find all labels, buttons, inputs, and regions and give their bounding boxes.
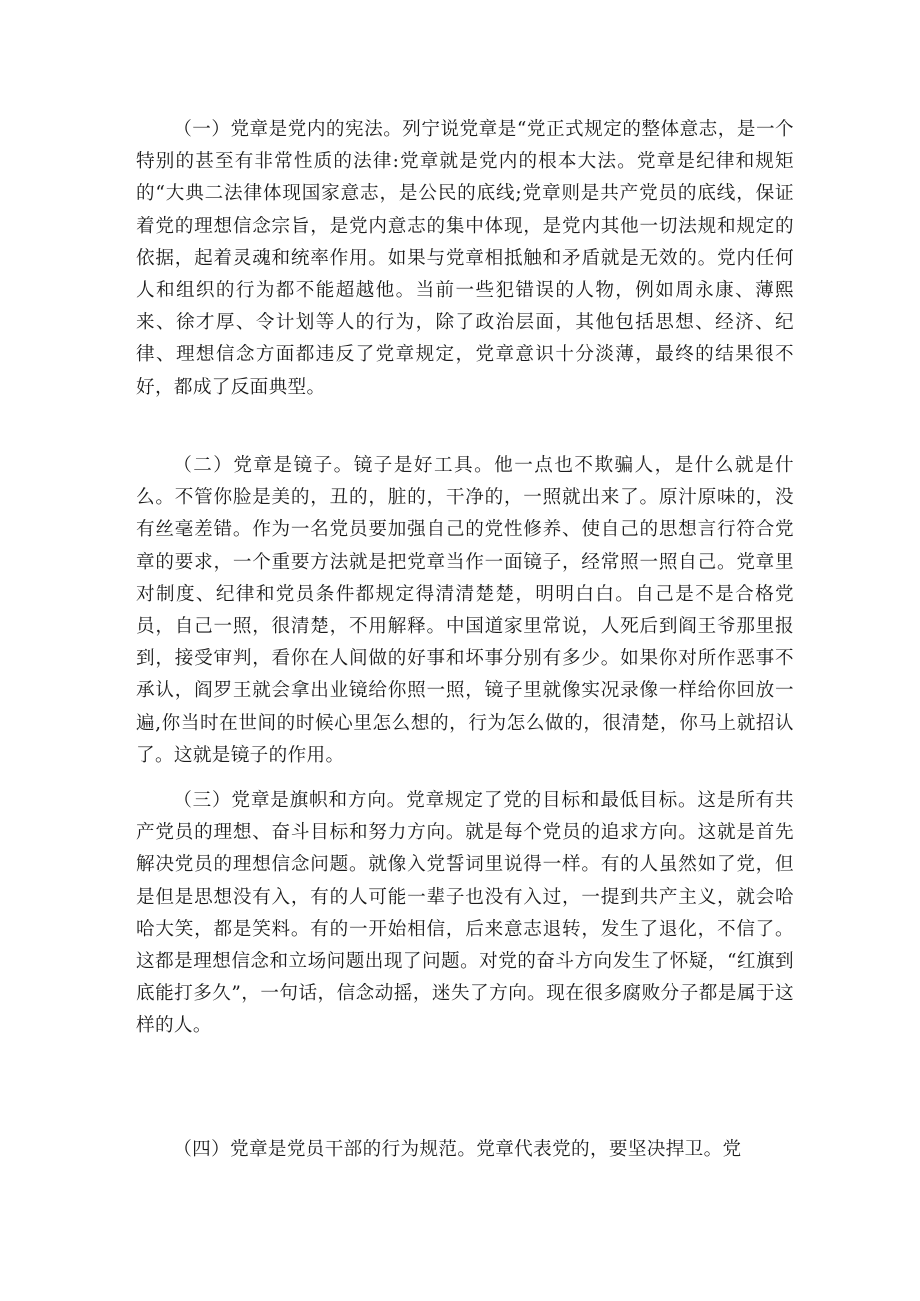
paragraph-2: （二）党章是镜子。镜子是好工具。他一点也不欺骗人，是什么就是什么。不管你脸是美的，丑的，脏的，干净的，一照就出来了。原汁原味的，没有丝毫差错。作为一名党员要加强自己的党性修养、使自己的思想言行符合党章的要求，一个重要方法就是把党章当作一面镜子，经常照一照自己。党章里对制度、纪律和党员条件都规定得清清楚楚，明明白白。自己是不是合格党员，自己一照，很清楚，不用解释。中国道家里常说，人死后到阎王爷那里报到，接受审判，看你在人间做的好事和坏事分别有多少。如果你对所作恶事不承认，阎罗王就会拿出业镜给你照一照，镜子里就像实况录像一样给你回放一遍,你当时在世间的时候心里怎么想的，行为怎么做的，很清楚，你马上就招认了。这就是镜子的作用。 [136,455,794,766]
paragraph-3: （三）党章是旗帜和方向。党章规定了党的目标和最低目标。这是所有共产党员的理想、奋斗目标和努力方向。就是每个党员的追求方向。这就是首先解决党员的理想信念问题。就像入党誓词里说得一样。有的人虽然如了党，但是但是思想没有入，有的人可能一辈子也没有入过，一提到共产主义，就会哈哈大笑，都是笑料。有的一开始相信，后来意志退转，发生了退化，不信了。这都是理想信念和立场问题出现了问题。对党的奋斗方向发生了怀疑，“红旗到底能打多久”，一句话，信念动摇，迷失了方向。现在很多腐败分子都是属于这样的人。 [136,790,794,1037]
paragraph-1: （一）党章是党内的宪法。列宁说党章是“党正式规定的整体意志，是一个特别的甚至有非常性质的法律:党章就是党内的根本大法。党章是纪律和规矩的“大典二法律体现国家意志，是公民的底线;党章则是共产党员的底线，保证着党的理想信念宗旨，是党内意志的集中体现，是党内其他一切法规和规定的依据，起着灵魂和统率作用。如果与党章相抵触和矛盾就是无效的。党内任何人和组织的行为都不能超越他。当前一些犯错误的人物，例如周永康、薄熙来、徐才厚、令计划等人的行为，除了政治层面，其他包括思想、经济、纪律、理想信念方面都违反了党章规定，党章意识十分淡薄，最终的结果很不好，都成了反面典型。 [136,119,794,398]
paragraph-4: （四）党章是党员干部的行为规范。党章代表党的，要坚决捍卫。党 [173,1139,742,1160]
